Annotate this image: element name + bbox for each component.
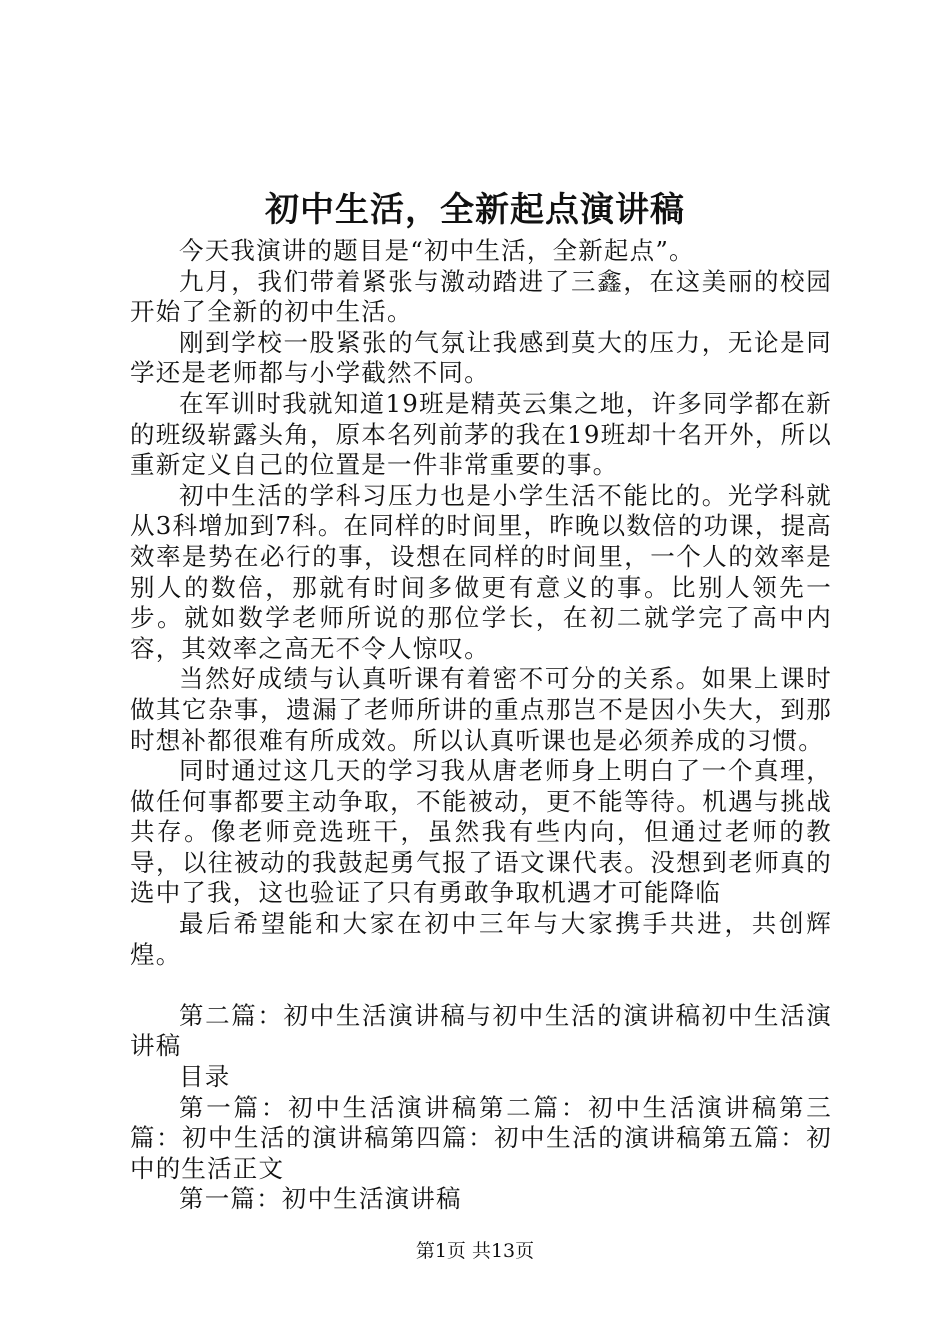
paragraph-intro: 今天我演讲的题目是“初中生活，全新起点”。 <box>179 236 695 265</box>
paragraph-first-article-heading: 第一篇：初中生活演讲稿 <box>179 1184 462 1214</box>
paragraph-closing: 最后希望能和大家在初中三年与大家携手共进，共创辉煌。 <box>130 909 832 969</box>
document-body <box>130 236 832 1215</box>
paragraph-table-of-contents-label: 目录 <box>179 1062 231 1092</box>
paragraph-subjects: 初中生活的学科习压力也是小学生活不能比的。光学科就从3科增加到7科。在同样的时间里，昨晚以数倍的功课，提高效率是势在必行的事，设想在同样的时间里，一个人的效率是别人的数倍，那就有时间多做更有意义的事。比别人领先一步。就如数学老师所说的那位学长，在初二就学完了高中内容，其效率之高无不令人惊叹。 <box>130 480 832 663</box>
document-title: 初中生活，全新起点演讲稿 <box>265 190 685 230</box>
paragraph-table-of-contents: 第一篇：初中生活演讲稿第二篇：初中生活演讲稿第三篇：初中生活的演讲稿第四篇：初中生活的演讲稿第五篇：初中的生活正文 <box>130 1092 832 1183</box>
paragraph-pressure: 刚到学校一股紧张的气氛让我感到莫大的压力，无论是同学还是老师都与小学截然不同。 <box>130 327 832 388</box>
paragraph-listening: 当然好成绩与认真听课有着密不可分的关系。如果上课时做其它杂事，遗漏了老师所讲的重点那岂不是因小失大，到那时想补都很难有所成效。所以认真听课也是必须养成的习惯。 <box>130 664 832 755</box>
paragraph-truth: 同时通过这几天的学习我从唐老师身上明白了一个真理，做任何事都要主动争取，不能被动，更不能等待。机遇与挑战共存。像老师竞选班干，虽然我有些内向，但通过老师的教导，以往被动的我鼓起勇气报了语文课代表。没想到老师真的选中了我，这也验证了只有勇敢争取机遇才可能降临 <box>130 756 832 908</box>
page-number-footer: 第1页 共13页 <box>415 1240 535 1262</box>
paragraph-military-training: 在军训时我就知道19班是精英云集之地，许多同学都在新的班级崭露头角，原本名列前茅的我在19班却十名开外，所以重新定义自己的位置是一件非常重要的事。 <box>130 388 832 480</box>
paragraph-september: 九月，我们带着紧张与激动踏进了三鑫，在这美丽的校园开始了全新的初中生活。 <box>130 266 832 327</box>
paragraph-second-article-heading: 第二篇：初中生活演讲稿与初中生活的演讲稿初中生活演讲稿 <box>130 1000 832 1061</box>
